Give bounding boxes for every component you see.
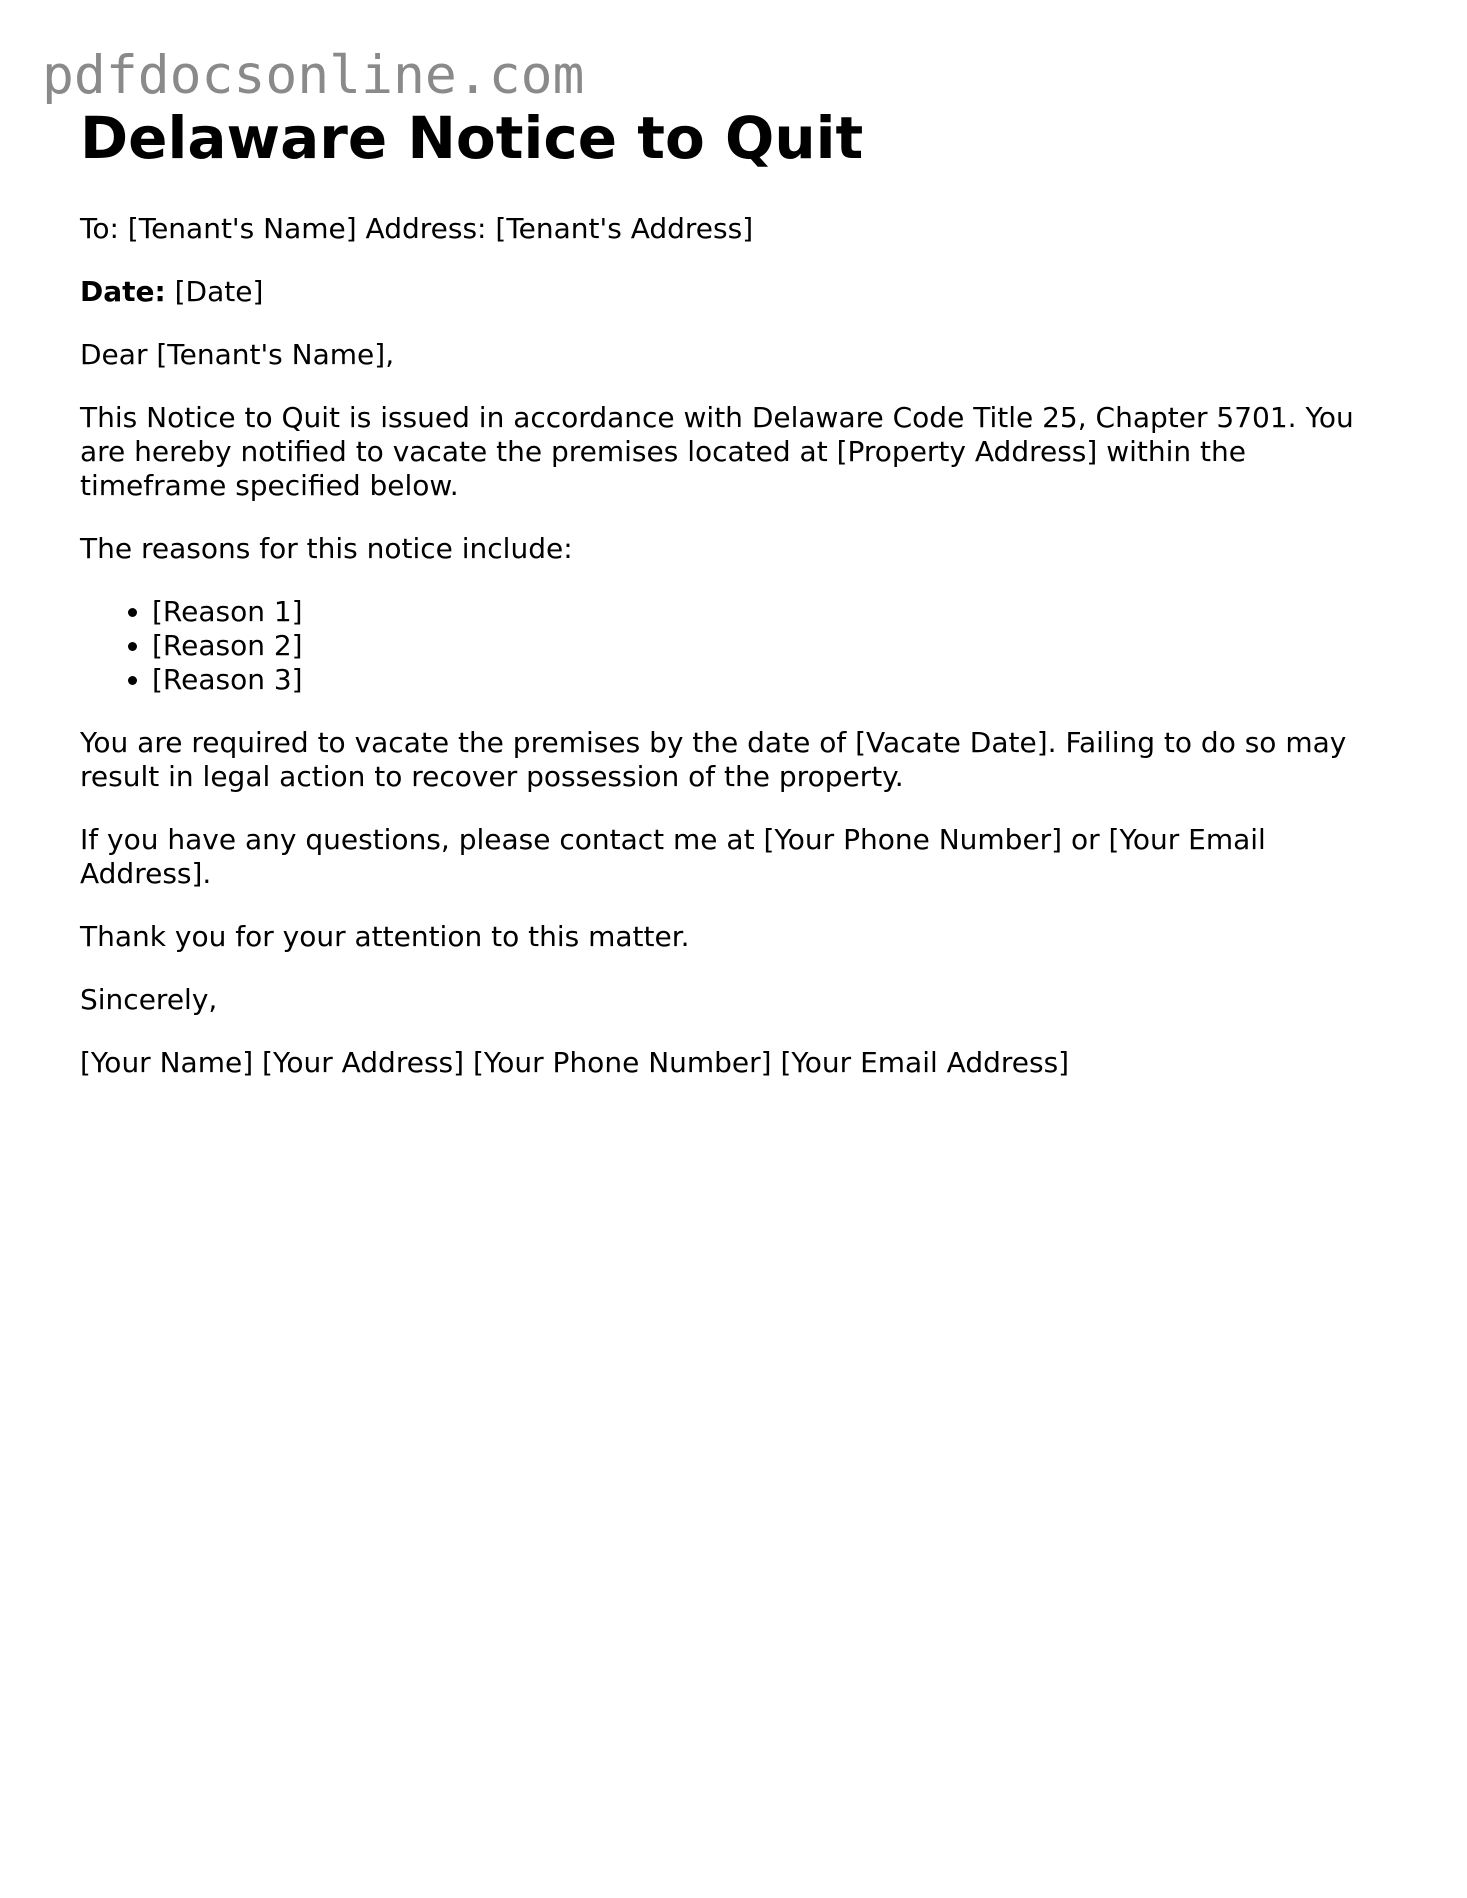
list-item: • [Reason 2] bbox=[152, 629, 1400, 663]
document-page bbox=[80, 98, 1400, 1080]
salutation: Dear [Tenant's Name], bbox=[80, 338, 395, 371]
intro-paragraph: This Notice to Quit is issued in accordance with Delaware Code Title 25, Chapter 5701. You are hereby notified to vacate the premises located at [Property Address] within the timeframe specified below. bbox=[80, 401, 1354, 502]
vacate-paragraph: You are required to vacate the premises by the date of [Vacate Date]. Failing to do so may result in legal action to recover possession of the property. bbox=[80, 726, 1347, 793]
thanks-paragraph: Thank you for your attention to this matter. bbox=[80, 920, 690, 953]
list-item: • [Reason 3] bbox=[152, 663, 1400, 697]
reasons-intro: The reasons for this notice include: bbox=[80, 532, 573, 565]
contact-paragraph: If you have any questions, please contact me at [Your Phone Number] or [Your Email Address]. bbox=[80, 823, 1266, 890]
signature-block: [Your Name] [Your Address] [Your Phone Number] [Your Email Address] bbox=[80, 1046, 1070, 1079]
reasons-list bbox=[80, 595, 1400, 697]
date-label: Date: bbox=[80, 275, 166, 308]
recipient-line: To: [Tenant's Name] Address: [Tenant's Address] bbox=[80, 212, 754, 245]
list-item: • [Reason 1] bbox=[152, 595, 1400, 629]
closing: Sincerely, bbox=[80, 983, 218, 1016]
document-title: Delaware Notice to Quit bbox=[80, 104, 864, 172]
watermark-logo: pdfdocsonline.com bbox=[42, 45, 585, 106]
date-value: [Date] bbox=[165, 275, 264, 308]
date-line bbox=[80, 275, 1400, 309]
